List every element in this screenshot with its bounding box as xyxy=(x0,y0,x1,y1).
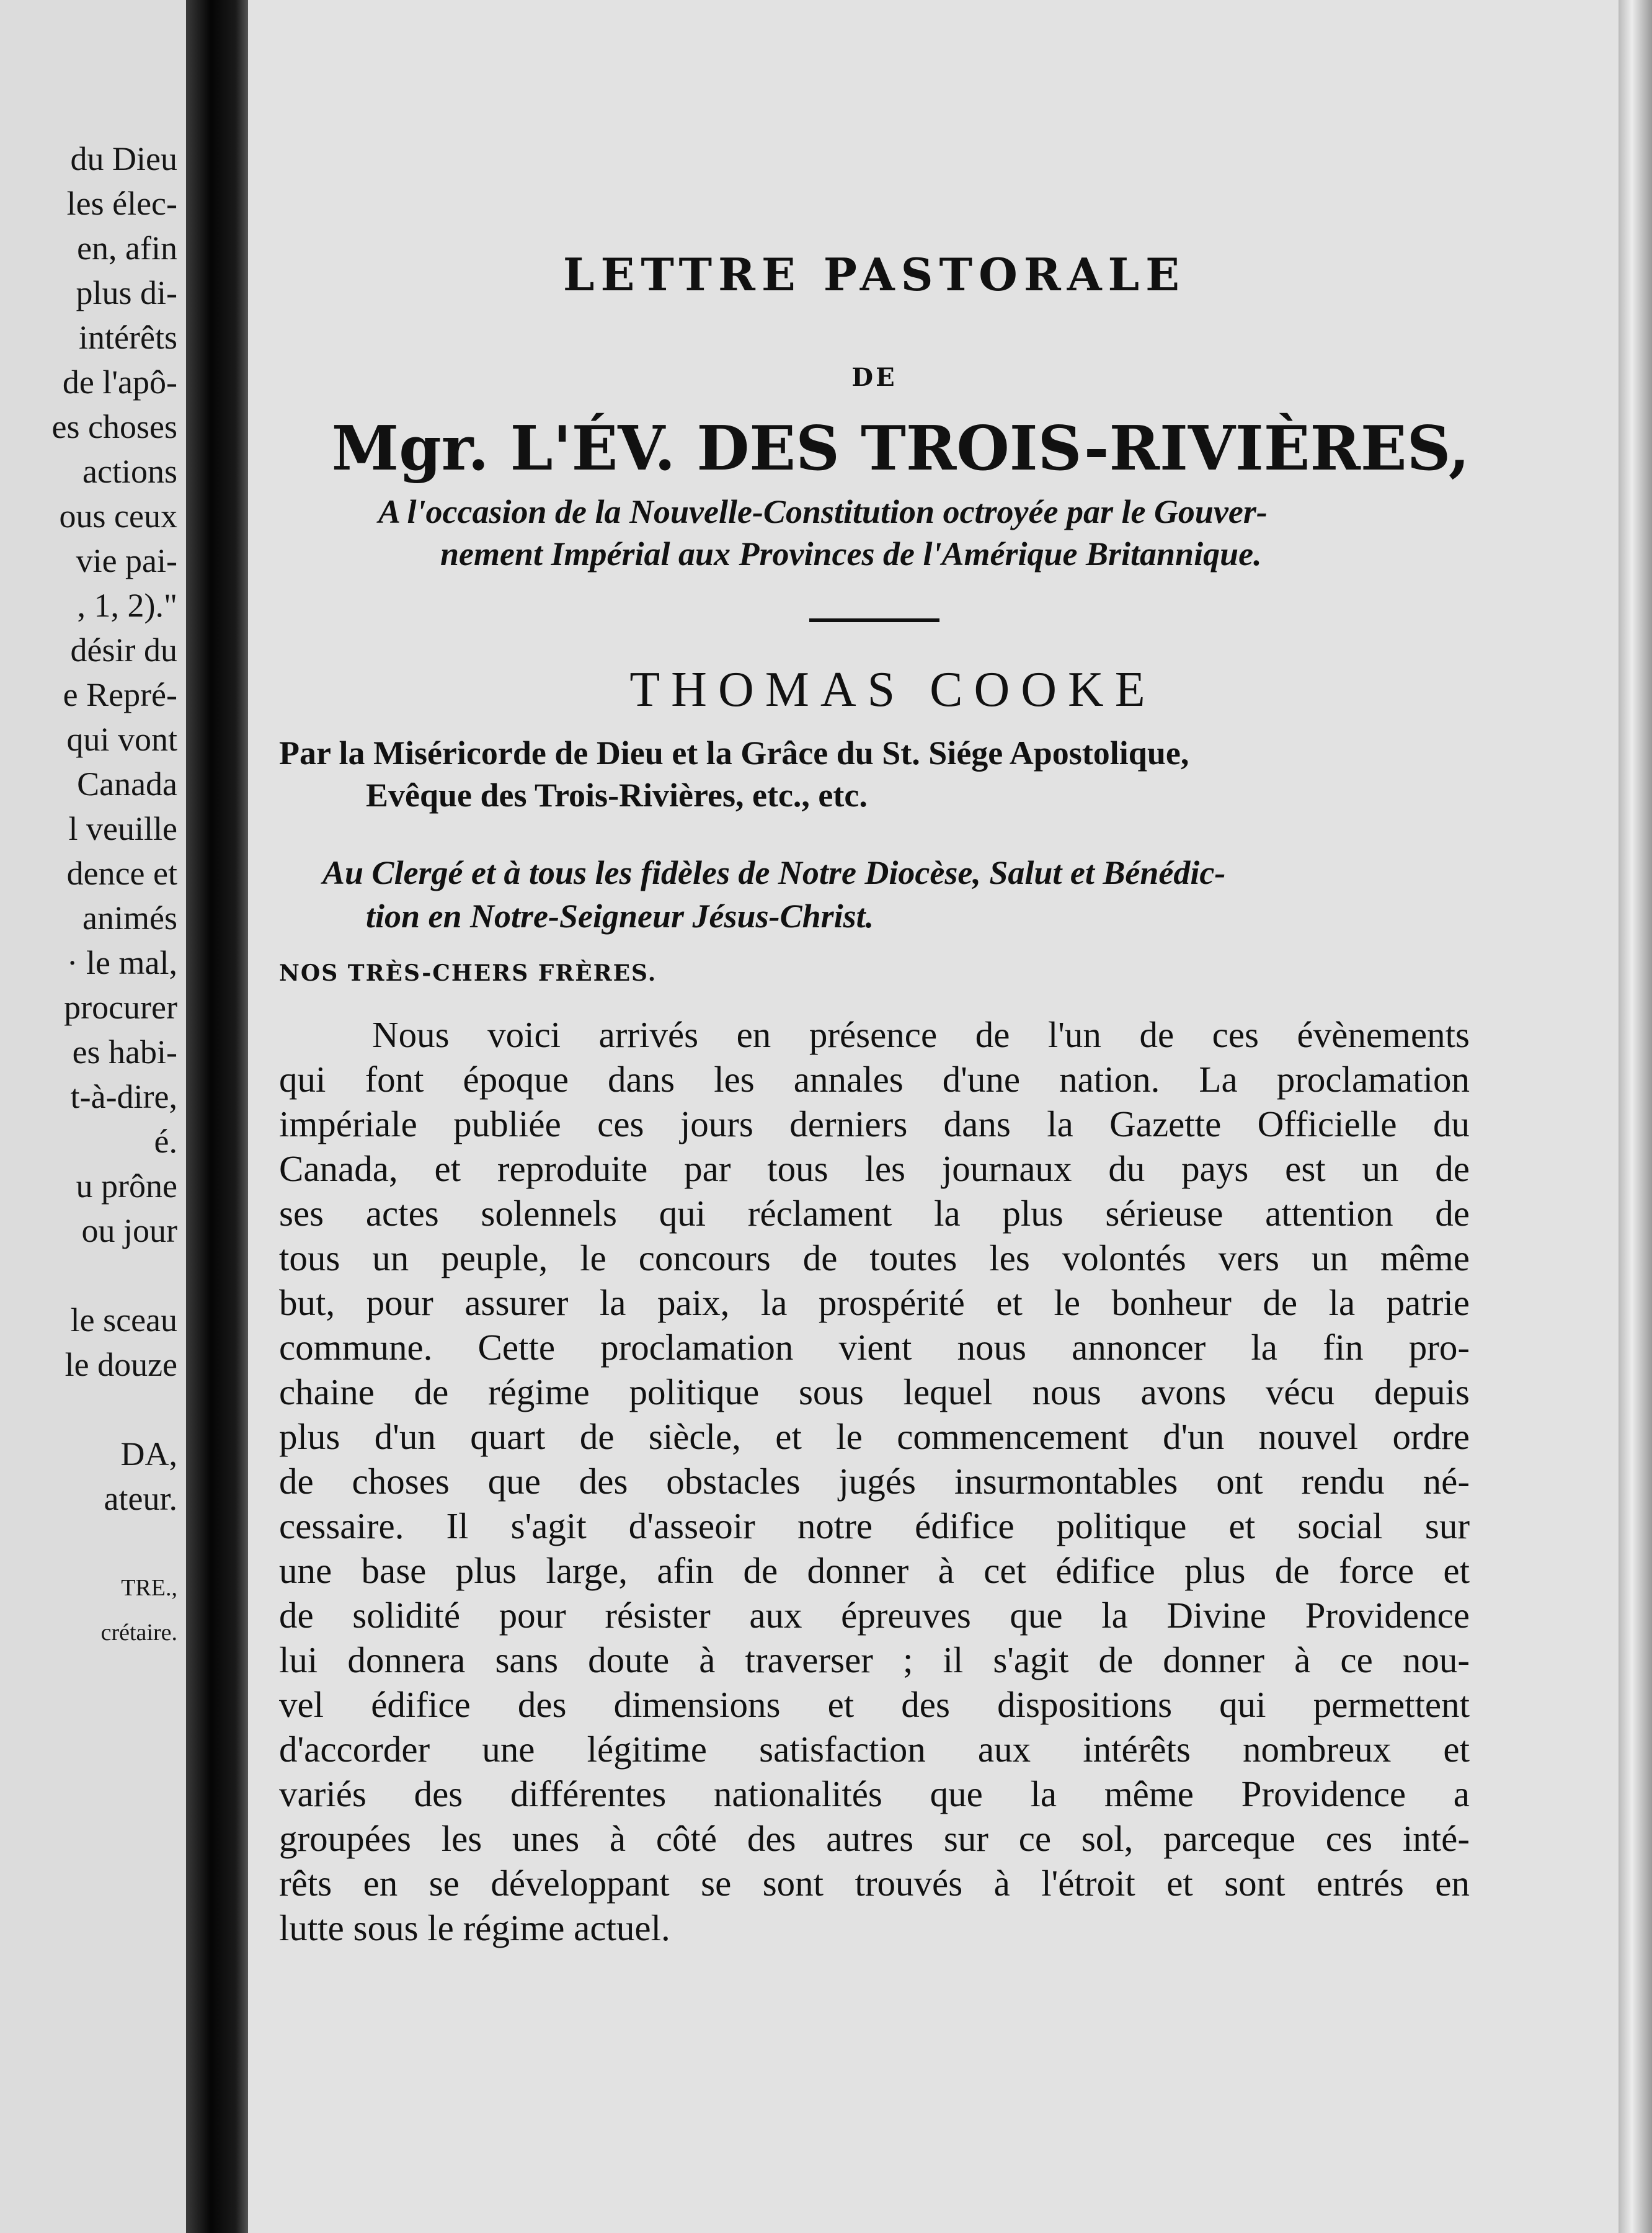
facing-page-line: actions xyxy=(82,453,177,490)
body-line: qui font époque dans les annales d'une nation. La proclamation xyxy=(279,1059,1470,1100)
facing-page-line xyxy=(0,1387,186,1432)
body-line: groupées les unes à côté des autres sur ce sol, parceque ces inté- xyxy=(279,1818,1470,1859)
body-line: une base plus large, afin de donner à cet édifice plus de force et xyxy=(279,1550,1470,1591)
author-title-line: Par la Miséricorde de Dieu et la Grâce du St. Siége Apostolique, xyxy=(279,734,1189,772)
body-line: Canada, et reproduite par tous les journaux du pays est un de xyxy=(279,1148,1470,1189)
facing-page-line: , 1, 2)." xyxy=(77,587,177,624)
facing-page-line: crétaire. xyxy=(100,1620,177,1646)
facing-page-line: ous ceux xyxy=(59,497,177,535)
facing-page-line: DA, xyxy=(120,1435,177,1473)
body-line: lui donnera sans doute à traverser ; il s'agit de donner à ce nou- xyxy=(279,1639,1470,1680)
body-line: rêts en se développant se sont trouvés à l'étroit et sont entrés en xyxy=(279,1863,1470,1904)
body-line: d'accorder une légitime satisfaction aux intérêts nombreux et xyxy=(279,1729,1470,1770)
facing-page-line: u prône xyxy=(76,1167,177,1205)
facing-page-line: du Dieu xyxy=(70,140,177,177)
facing-page-line: qui vont xyxy=(66,721,177,758)
document-title: LETTRE PASTORALE xyxy=(562,248,1186,301)
body-line: de solidité pour résister aux épreuves que la Divine Providence xyxy=(279,1595,1470,1636)
occasion-line: A l'occasion de la Nouvelle-Constitution octroyée par le Gouver- xyxy=(378,493,1268,530)
page-edge xyxy=(1619,0,1652,2233)
salutation: NOS TRÈS-CHERS FRÈRES. xyxy=(279,960,657,986)
facing-page-line: vie pai- xyxy=(76,542,177,579)
facing-page-line: en, afin xyxy=(77,230,177,267)
body-line: Nous voici arrivés en présence de l'un de ces évènements xyxy=(372,1014,1470,1055)
body-line: de choses que des obstacles jugés insurmontables ont rendu né- xyxy=(279,1461,1470,1502)
pastoral-letter xyxy=(279,248,1470,1950)
facing-page-line xyxy=(0,1253,186,1298)
address-line xyxy=(279,851,1470,938)
body-line: lutte sous le régime actuel. xyxy=(279,1907,670,1948)
facing-page-line xyxy=(0,1521,186,1566)
facing-page-line: le douze xyxy=(64,1346,177,1383)
facing-page-line: dence et xyxy=(66,855,177,892)
body-line: commune. Cette proclamation vient nous annoncer la fin pro- xyxy=(279,1327,1470,1368)
facing-page-line: procurer xyxy=(64,989,177,1026)
facing-page xyxy=(0,0,186,2233)
author-title-line: Evêque des Trois-Rivières, etc., etc. xyxy=(366,777,868,814)
author-name: THOMAS COOKE xyxy=(629,662,1157,717)
body-line: chaine de régime politique sous lequel nous avons vécu depuis xyxy=(279,1371,1470,1412)
facing-page-line: animés xyxy=(82,899,177,937)
address-text: Au Clergé et à tous les fidèles de Notre Diocèse, Salut et Bénédic- xyxy=(322,854,1226,891)
body-line: plus d'un quart de siècle, et le commencement d'un nouvel ordre xyxy=(279,1416,1470,1457)
body-line: vel édifice des dimensions et des dispositions qui permettent xyxy=(279,1684,1470,1725)
facing-page-line: · le mal, xyxy=(66,944,177,981)
facing-page-text xyxy=(0,136,186,1655)
facing-page-line: TRE., xyxy=(121,1575,177,1601)
facing-page-line: plus di- xyxy=(76,274,177,311)
body-line: but, pour assurer la paix, la prospérité et le bonheur de la patrie xyxy=(279,1282,1470,1323)
facing-page-line: e Repré- xyxy=(63,676,177,713)
bishop-heading: Mgr. L'ÉV. DES TROIS-RIVIÈRES, xyxy=(331,413,1470,484)
body-paragraph xyxy=(279,1012,1470,1950)
address-text: tion en Notre-Seigneur Jésus-Christ. xyxy=(366,898,874,935)
facing-page-line: t-à-dire, xyxy=(70,1078,177,1115)
facing-page-line: es habi- xyxy=(72,1033,177,1071)
facing-page-line: Canada xyxy=(77,765,177,803)
facing-page-line: ou jour xyxy=(81,1212,177,1249)
facing-page-line: ateur. xyxy=(104,1480,177,1517)
facing-page-line: les élec- xyxy=(66,185,177,222)
facing-page-line: é. xyxy=(154,1123,177,1160)
occasion-subtitle xyxy=(279,491,1470,575)
body-line: impériale publiée ces jours derniers dans la Gazette Officielle du xyxy=(279,1103,1470,1144)
body-line: cessaire. Il s'agit d'asseoir notre édifice politique et social sur xyxy=(279,1505,1470,1546)
facing-page-line: de l'apô- xyxy=(62,363,177,401)
body-line: variés des différentes nationalités que la même Providence a xyxy=(279,1773,1470,1814)
divider-rule xyxy=(809,618,939,622)
author-title xyxy=(279,732,1470,816)
book-gutter xyxy=(186,0,248,2233)
facing-page-line: désir du xyxy=(70,631,177,669)
body-line: ses actes solennels qui réclament la plus sérieuse attention de xyxy=(279,1193,1470,1234)
facing-page-line: intérêts xyxy=(79,319,177,356)
occasion-line: nement Impérial aux Provinces de l'Amérique Britannique. xyxy=(440,535,1262,573)
title-de: DE xyxy=(851,363,897,392)
facing-page-line: le sceau xyxy=(70,1301,177,1339)
facing-page-line: l veuille xyxy=(68,810,177,847)
body-line: tous un peuple, le concours de toutes les volontés vers un même xyxy=(279,1237,1470,1278)
facing-page-line: es choses xyxy=(51,408,177,445)
